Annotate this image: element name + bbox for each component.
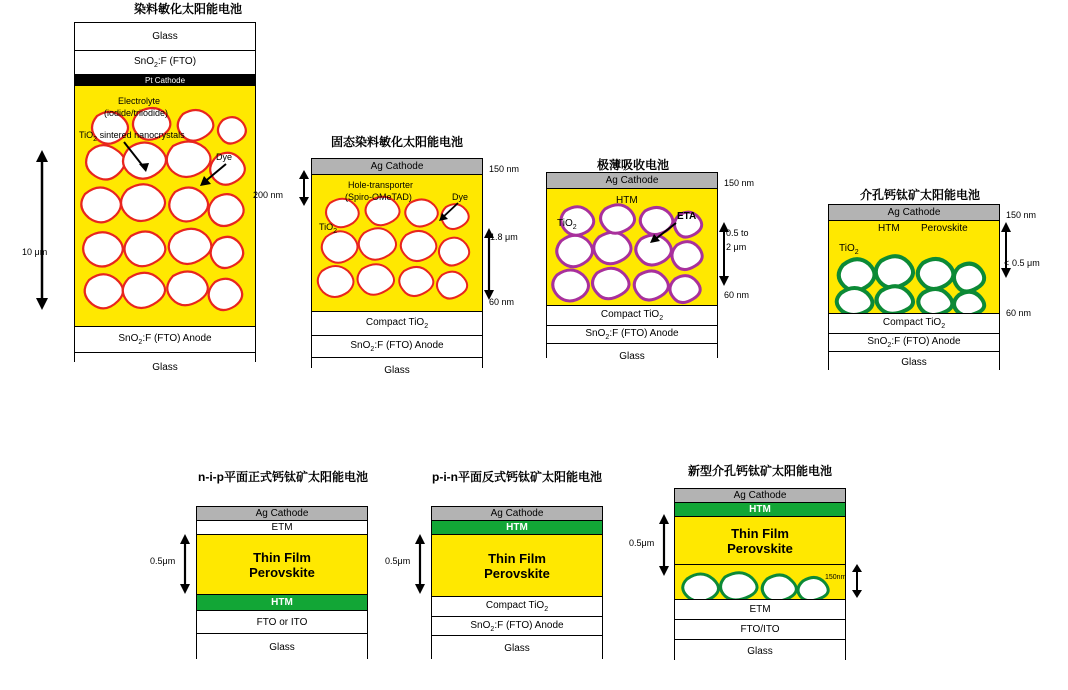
ss-dssc-dye-pointer — [436, 200, 462, 224]
ss-dssc-hole-label-2: (Spiro-OMeTAD) — [345, 192, 412, 202]
pin-film-label-2: Perovskite — [484, 565, 550, 581]
pin-dim-active: 0.5μm — [385, 556, 411, 566]
dssc-fto-anode-label: SnO$_2$:F (FTO) Anode — [118, 333, 212, 346]
dssc-layer-porous-tio2 — [75, 86, 255, 327]
pin-stack — [431, 506, 603, 659]
new-meso-stack — [674, 488, 846, 660]
ss-dssc-tio2-label: TiO$_2$ — [319, 222, 338, 235]
dssc-dye-label: Dye — [216, 152, 233, 162]
meso-pvk-layer-glass: Glass — [829, 352, 999, 372]
dssc-electrolyte-label-2: (iodide/triiodide) — [104, 108, 169, 118]
dssc-layer-fto-anode — [75, 327, 255, 353]
nip-active-arrow — [177, 534, 193, 594]
eta-layer-porous — [547, 189, 717, 306]
dssc-electrolyte-label-1: Electrolyte — [118, 96, 161, 106]
eta-stack — [546, 172, 718, 362]
dssc-layer-glass-top: Glass — [75, 23, 255, 51]
dssc-layer-pt-cathode: Pt Cathode — [75, 75, 255, 86]
ss-dssc-layer-glass: Glass — [312, 358, 482, 382]
new-meso-film-label-1: Thin Film — [731, 525, 789, 541]
meso-pvk-dim-active: 0.5 μm — [1012, 258, 1040, 268]
new-meso-porous-graphic — [675, 565, 845, 599]
ss-dssc-dim-top: 150 nm — [489, 164, 520, 174]
dssc-layer-fto-top — [75, 51, 255, 75]
dssc-porous-graphic — [75, 86, 255, 326]
ss-dssc-dim-compact: 60 nm — [489, 297, 515, 307]
nip-layer-ag-cathode: Ag Cathode — [197, 507, 367, 521]
ss-dssc-hole-label-1: Hole-transporter — [348, 180, 414, 190]
eta-layer-compact — [547, 306, 717, 326]
new-meso-dim-active: 0.5μm — [629, 538, 655, 548]
dssc-tio2-pointer — [120, 140, 160, 176]
ss-dssc-layer-fto-anode — [312, 336, 482, 358]
meso-pvk-htm-label: HTM — [878, 223, 900, 234]
new-meso-layer-thin-film — [675, 517, 845, 565]
meso-pvk-compact-label: Compact TiO$_2$ — [882, 317, 946, 330]
new-meso-layer-porous — [675, 565, 845, 600]
meso-pvk-layer-fto-anode — [829, 334, 999, 352]
meso-pvk-porous-graphic — [829, 221, 999, 313]
ss-dssc-dim-htm: 200 nm — [253, 190, 284, 200]
pin-layer-ag-cathode: Ag Cathode — [432, 507, 602, 521]
ss-dssc-title: 固态染料敏化太阳能电池 — [330, 135, 463, 149]
meso-pvk-active-arrow — [998, 222, 1014, 278]
nip-layer-thin-film — [197, 535, 367, 595]
dssc-fto-top-label: SnO$_2$:F (FTO) — [133, 56, 197, 69]
new-meso-title: 新型介孔钙钛矿太阳能电池 — [687, 464, 832, 478]
meso-pvk-fto-anode-label: SnO$_2$:F (FTO) Anode — [867, 336, 961, 349]
eta-pointer — [646, 220, 680, 246]
new-meso-layer-glass: Glass — [675, 640, 845, 662]
eta-porous-graphic — [547, 189, 717, 305]
pin-layer-glass: Glass — [432, 636, 602, 660]
dssc-dye-pointer — [196, 160, 230, 190]
new-meso-active-arrow — [656, 514, 672, 576]
eta-layer-ag-cathode: Ag Cathode — [547, 173, 717, 189]
eta-layer-glass: Glass — [547, 344, 717, 368]
eta-dim-active-2: 2 μm — [726, 242, 747, 252]
ss-dssc-fto-anode-label: SnO$_2$:F (FTO) Anode — [350, 340, 444, 353]
pin-layer-compact — [432, 597, 602, 617]
meso-pvk-tio2-label: TiO$_2$ — [839, 243, 859, 256]
nip-layer-glass: Glass — [197, 634, 367, 660]
meso-pvk-stack — [828, 204, 1000, 370]
new-meso-layer-ag-cathode: Ag Cathode — [675, 489, 845, 503]
eta-compact-label: Compact TiO$_2$ — [600, 309, 664, 322]
eta-dim-compact: 60 nm — [724, 290, 750, 300]
nip-stack — [196, 506, 368, 659]
dssc-thickness-label: 10 μm — [22, 247, 48, 257]
meso-pvk-dim-lt: < — [1004, 258, 1010, 268]
ss-dssc-htm-arrow — [297, 170, 311, 206]
pin-layer-htm: HTM — [432, 521, 602, 535]
pin-title: p-i-n平面反式钙钛矿太阳能电池 — [432, 470, 602, 484]
meso-pvk-layer-compact — [829, 314, 999, 334]
nip-dim-active: 0.5μm — [150, 556, 176, 566]
nip-film-label-2: Perovskite — [249, 564, 315, 580]
nip-layer-etm: ETM — [197, 521, 367, 535]
eta-title: 极薄吸收电池 — [596, 158, 669, 172]
ss-dssc-layer-compact — [312, 312, 482, 336]
eta-tio2-label: TiO$_2$ — [557, 218, 577, 231]
new-meso-meso-arrow — [850, 564, 864, 598]
eta-layer-fto-anode — [547, 326, 717, 344]
ss-dssc-dye-label: Dye — [452, 192, 469, 202]
eta-fto-anode-label: SnO$_2$:F (FTO) Anode — [585, 328, 679, 341]
meso-pvk-perovskite-label: Perovskite — [921, 223, 968, 234]
meso-pvk-title: 介孔钙钛矿太阳能电池 — [859, 188, 980, 202]
dssc-tio2-label: TiO$_2$ sintered nanocrystals — [79, 130, 185, 143]
ss-dssc-layer-ag-cathode: Ag Cathode — [312, 159, 482, 175]
meso-pvk-dim-compact: 60 nm — [1006, 308, 1032, 318]
eta-dim-active-1: 0.5 to — [726, 228, 749, 238]
new-meso-film-label-2: Perovskite — [727, 540, 793, 556]
ss-dssc-compact-label: Compact TiO$_2$ — [365, 317, 429, 330]
nip-film-label-1: Thin Film — [253, 549, 311, 565]
eta-htm-label: HTM — [616, 195, 638, 206]
pin-active-arrow — [412, 534, 428, 594]
pin-layer-fto-anode — [432, 617, 602, 636]
dssc-layer-glass-bottom: Glass — [75, 353, 255, 381]
nip-layer-htm: HTM — [197, 595, 367, 611]
new-meso-layer-etm: ETM — [675, 600, 845, 620]
ss-dssc-dim-active: 1.8 μm — [490, 232, 518, 242]
pin-fto-anode-label: SnO$_2$:F (FTO) Anode — [470, 619, 564, 633]
eta-eta-label: ETA — [677, 211, 697, 222]
new-meso-layer-htm: HTM — [675, 503, 845, 517]
new-meso-layer-fto-ito: FTO/ITO — [675, 620, 845, 640]
pin-compact-label: Compact TiO$_2$ — [485, 600, 549, 613]
dssc-thickness-arrow — [34, 150, 50, 310]
meso-pvk-layer-ag-cathode: Ag Cathode — [829, 205, 999, 221]
meso-pvk-layer-porous — [829, 221, 999, 314]
new-meso-dim-meso: 150nm — [825, 574, 847, 581]
meso-pvk-dim-top: 150 nm — [1006, 210, 1037, 220]
pin-film-label-1: Thin Film — [488, 550, 546, 566]
nip-title: n-i-p平面正式钙钛矿太阳能电池 — [198, 470, 368, 484]
dssc-title: 染料敏化太阳能电池 — [133, 2, 242, 16]
dssc-stack — [74, 22, 256, 373]
eta-dim-top: 150 nm — [724, 178, 755, 188]
nip-layer-fto-ito: FTO or ITO — [197, 611, 367, 634]
pin-layer-thin-film — [432, 535, 602, 597]
